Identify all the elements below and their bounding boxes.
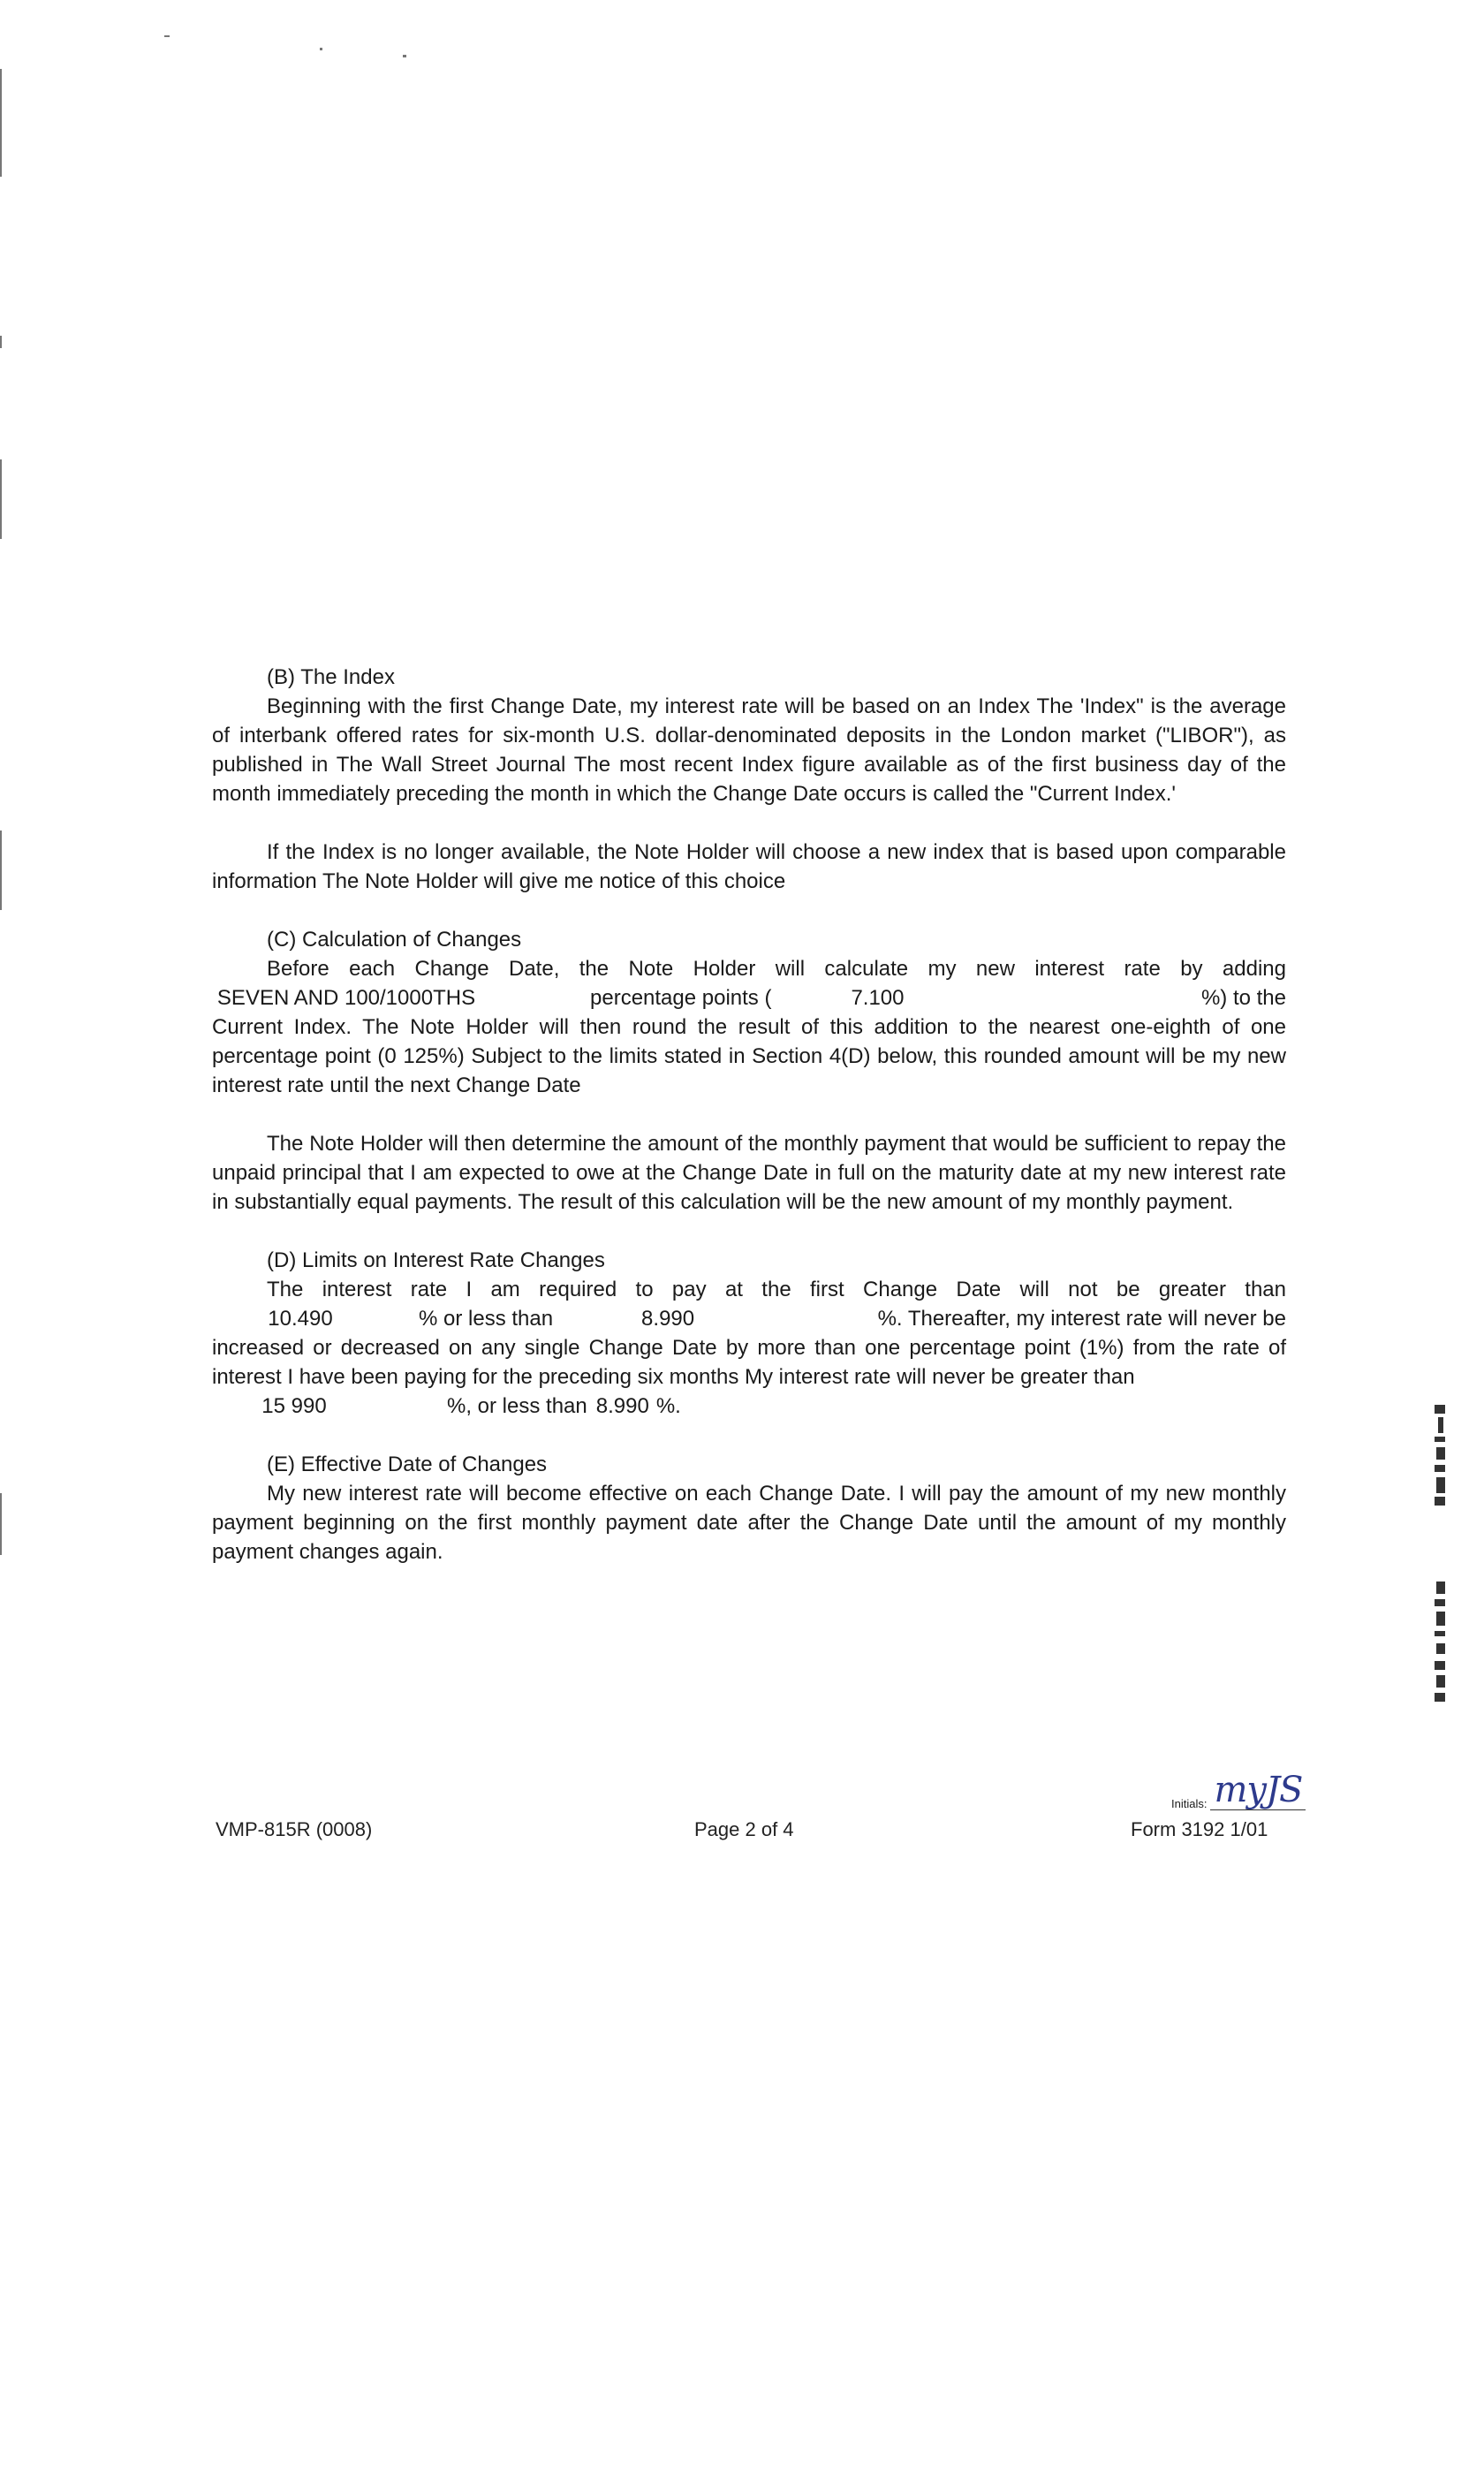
section-b-paragraph-1: Beginning with the first Change Date, my interest rate will be based on an Index The 'Index" is the average of interbank offered rates for six-month U.S. dollar-denominated deposits in the London market ("LIBOR"), as published in The Wall Street Journal The most recent Index figure available as of the first business day of the month immediately preceding the month in which the Change Date occurs is called the "Current Index.' xyxy=(212,694,1286,806)
margin-words-field: SEVEN AND 100/1000THS xyxy=(216,986,476,1010)
section-b-heading: (B) The Index xyxy=(267,665,395,689)
section-d-text-rest: increased or decreased on any single Change Date by more than one percentage point (1%) from the rate of interest I have been paying for the preceding six months My interest rate will never be greater than xyxy=(212,1336,1286,1389)
footer-form-code: VMP-815R (0008) xyxy=(216,1818,373,1840)
scan-speck xyxy=(164,35,170,37)
percent-sign: %. xyxy=(655,1394,681,1418)
section-d-heading: (D) Limits on Interest Rate Changes xyxy=(267,1248,605,1272)
section-c-margin-row xyxy=(212,983,1286,1013)
scan-edge-mark xyxy=(0,459,2,539)
section-d-first-limits-row xyxy=(212,1304,1286,1333)
section-d-lifetime-row xyxy=(212,1392,1286,1421)
percent-to-the-label: %) to the xyxy=(1200,986,1286,1010)
thereafter-label: %. Thereafter, my interest rate will never be xyxy=(877,1307,1286,1331)
section-e-heading: (E) Effective Date of Changes xyxy=(267,1453,548,1476)
scan-edge-mark xyxy=(0,1493,2,1555)
section-c-paragraph-2: The Note Holder will then determine the amount of the monthly payment that would be sufficient to repay the unpaid principal that I am expected to owe at the Change Date in full on the maturity date at my new interest rate in substantially equal payments. The result of this calculation will be the new amount of my monthly payment. xyxy=(212,1132,1286,1214)
section-b-paragraph-2: If the Index is no longer available, the Note Holder will choose a new index that is based upon comparable information The Note Holder will give me notice of this choice xyxy=(212,840,1286,893)
side-stamp xyxy=(1431,1405,1450,1705)
initials-label: Initials: xyxy=(1171,1797,1208,1810)
scan-speck xyxy=(320,48,322,50)
scan-edge-mark xyxy=(0,69,2,177)
section-c-paragraph-1-rest: Current Index. The Note Holder will then round the result of this addition to the nearest one-eighth of one percentage point (0 125%) Subject to the limits stated in Section 4(D) below, this rounded amount will be my new interest rate until the next Change Date xyxy=(212,1015,1286,1097)
lifetime-min-field: 8.990 xyxy=(595,1394,649,1418)
document-body xyxy=(212,663,1286,1566)
percentage-points-label: percentage points ( xyxy=(590,986,772,1010)
scan-edge-mark xyxy=(0,336,2,348)
section-e-paragraph-1: My new interest rate will become effective on each Change Date. I will pay the amount of my new monthly payment beginning on the first monthly payment date after the Change Date until the amount of my monthly payment changes again. xyxy=(212,1482,1286,1564)
scan-edge-mark xyxy=(0,831,2,910)
max-first-rate-field: 10.490 xyxy=(268,1307,333,1331)
scan-speck xyxy=(403,55,406,57)
footer-form-number: Form 3192 1/01 xyxy=(1131,1818,1268,1840)
section-c-line-1: Before each Change Date, the Note Holder will calculate my new interest rate by adding xyxy=(267,957,1286,981)
or-less-than-label: % or less than xyxy=(419,1307,554,1331)
section-d-line-1: The interest rate I am required to pay at the first Change Date will not be greater than xyxy=(267,1278,1286,1301)
lifetime-max-field: 15 990 xyxy=(261,1394,327,1418)
margin-number-field: 7.100 xyxy=(851,986,905,1010)
initials-block xyxy=(1171,1772,1306,1810)
footer-page-number: Page 2 of 4 xyxy=(694,1818,794,1840)
min-first-rate-field: 8.990 xyxy=(641,1307,695,1331)
initials-signature: myJS xyxy=(1210,1772,1306,1810)
or-less-than-label-2: %, or less than xyxy=(447,1394,587,1418)
section-c-heading: (C) Calculation of Changes xyxy=(267,928,522,952)
